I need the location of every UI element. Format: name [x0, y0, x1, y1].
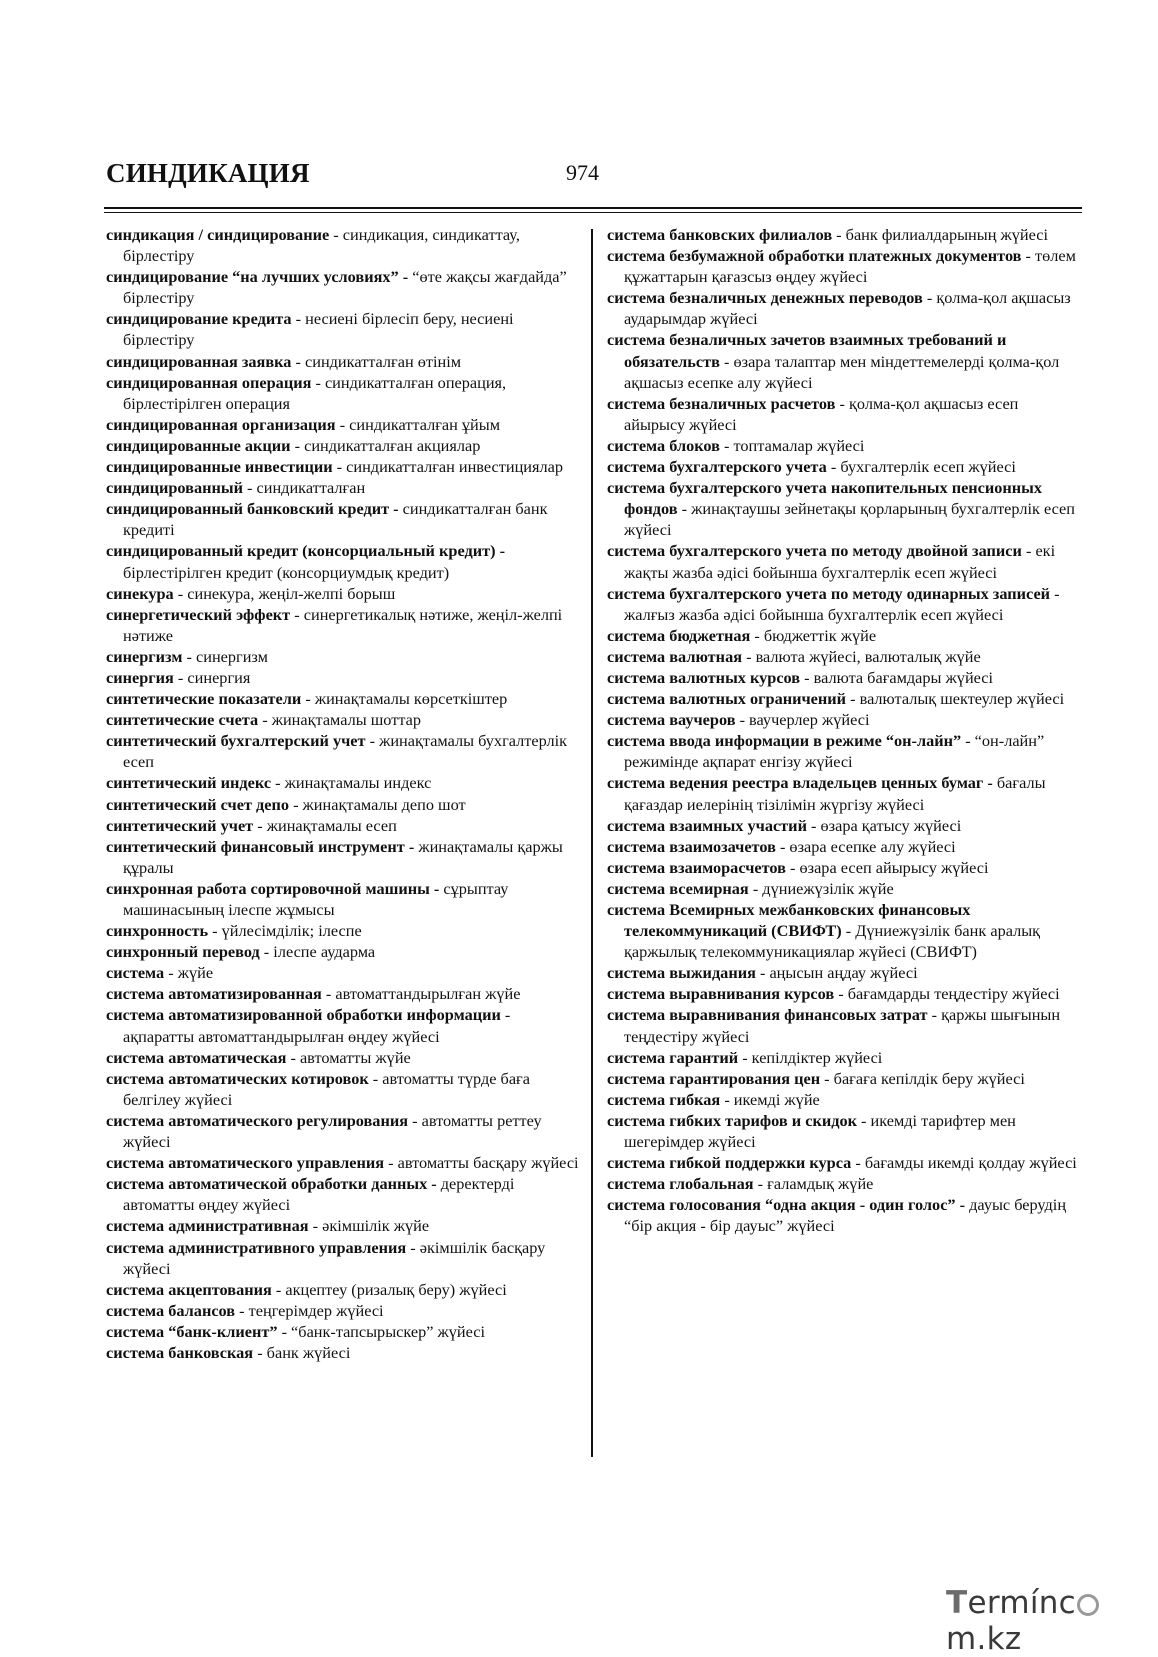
entry-term: система автоматического регулирования — [106, 1110, 409, 1130]
dictionary-entry — [106, 709, 584, 730]
entry-definition: - несиені бірлесіп беру, несиені бірлестіру — [123, 309, 514, 350]
entry-definition: - төлем құжаттарын қағазсыз өңдеу жүйесі — [624, 246, 1076, 287]
dictionary-entry — [106, 962, 584, 983]
dictionary-entry — [607, 329, 1082, 392]
entry-definition: - бағамдарды теңдестіру жүйесі — [834, 984, 1060, 1004]
page-number: 974 — [566, 160, 599, 185]
entry-term: система бухгалтерского учета — [607, 457, 827, 477]
entry-definition: - Дүниежүзілік банк аралық қаржылық телекоммуникациялар жүйесі (СВИФТ) — [624, 921, 1041, 962]
entry-definition: бірлестірілген кредит (консорциумдық кредит) — [123, 562, 450, 582]
page-header-title: СИНДИКАЦИЯ — [106, 158, 310, 188]
entry-definition: - валюталық шектеулер жүйесі — [846, 689, 1065, 709]
entry-term: система автоматизированная — [106, 984, 322, 1004]
dictionary-entry — [607, 667, 1082, 688]
entry-term: система ведения реестра владельцев ценных бумаг - — [607, 773, 993, 793]
entry-term: система гибкой поддержки курса — [607, 1153, 852, 1173]
entry-definition: - жинақтаушы зейнетақы қорларының бухгалтерлік есеп жүйесі — [624, 499, 1075, 540]
entry-definition: - бағаға кепілдік беру жүйесі — [820, 1068, 1025, 1088]
dictionary-entry — [607, 730, 1082, 772]
entry-term: синтетический бухгалтерский учет — [106, 731, 366, 751]
entry-term: синхронный перевод — [106, 942, 260, 962]
entry-term: система блоков — [607, 435, 720, 455]
entry-term: синдицированные акции — [106, 435, 291, 455]
entry-definition: - жинақтамалы көрсеткіштер — [301, 689, 508, 709]
entry-term: синдицированный — [106, 478, 243, 498]
entry-definition: - дүниежүзілік жүйе — [748, 878, 894, 898]
dictionary-entry — [106, 1047, 584, 1068]
dictionary-entry — [607, 815, 1082, 836]
entry-definition: - екі жақты жазба әдісі бойынша бухгалтерлік есеп жүйесі — [624, 541, 1056, 582]
entry-term: синергетический эффект — [106, 604, 291, 624]
entry-definition: - синдикация, синдикаттау, бірлестіру — [123, 225, 520, 266]
entry-definition: жинақтамалы қаржы құралы — [123, 836, 563, 877]
entry-term: система выжидания — [607, 963, 756, 983]
dictionary-entry — [607, 477, 1082, 540]
entry-term: синтетический индекс — [106, 773, 272, 793]
entry-definition: - автоматты түрде баға белгілеу жүйесі — [123, 1068, 530, 1109]
entry-definition: - жүйе — [164, 963, 214, 983]
dictionary-entry — [106, 266, 584, 308]
entry-term: система гарантирования цен — [607, 1068, 821, 1088]
dictionary-entry — [607, 857, 1082, 878]
dictionary-entry — [106, 772, 584, 793]
dictionary-entry — [106, 308, 584, 350]
entry-term: синтетические показатели — [106, 689, 302, 709]
entry-term: система валютная — [607, 646, 743, 666]
entry-term: система гарантий — [607, 1047, 739, 1067]
entry-term: синдицирование кредита — [106, 309, 292, 329]
entry-definition: - автоматты жүйе — [286, 1047, 411, 1067]
entry-definition: - топтамалар жүйесі — [719, 435, 865, 455]
entry-term: система акцептования — [106, 1279, 272, 1299]
entry-term: синдицированная операция — [106, 372, 312, 392]
dictionary-entry — [607, 1152, 1082, 1173]
entry-definition: - синдикатталған инвестициялар — [332, 457, 563, 477]
dictionary-entry — [607, 393, 1082, 435]
dictionary-entry — [607, 772, 1082, 814]
entry-definition: - үйлесімділік; ілеспе — [208, 921, 362, 941]
entry-term: система безналичных расчетов — [607, 393, 836, 413]
dictionary-entry — [607, 646, 1082, 667]
dictionary-entry — [106, 794, 584, 815]
entry-term: система всемирная — [607, 878, 749, 898]
entry-term: система ваучеров — [607, 710, 736, 730]
dictionary-entry — [607, 878, 1082, 899]
dictionary-entry — [106, 583, 584, 604]
dictionary-entry — [106, 688, 584, 709]
entry-term: синтетический финансовый инструмент - — [106, 836, 415, 856]
entry-definition: - банк жүйесі — [253, 1342, 351, 1362]
entry-term: система банковских филиалов — [607, 225, 833, 244]
entry-definition: - икемді тарифтер мен шегерімдер жүйесі — [624, 1110, 1016, 1152]
dictionary-entry — [106, 540, 584, 582]
dictionary-entry — [106, 1321, 584, 1342]
entry-definition: - жинақтамалы депо шот — [289, 794, 466, 814]
dictionary-entry — [106, 667, 584, 688]
entry-definition: - теңгерімдер жүйесі — [235, 1300, 384, 1320]
entry-definition: - синергия — [173, 667, 251, 687]
entry-term: синтетический учет — [106, 815, 254, 835]
entry-term: система автоматического управления — [106, 1153, 385, 1173]
entry-term: синдицированный банковский кредит - — [106, 499, 399, 519]
dictionary-entry — [106, 1068, 584, 1110]
dictionary-entry — [106, 224, 584, 266]
entry-term: система балансов — [106, 1300, 236, 1320]
dictionary-entry — [607, 1068, 1082, 1089]
entry-term: система безналичных зачетов взаимных требований и обязательств — [607, 330, 1007, 371]
entry-definition: - өзара есепке алу жүйесі — [775, 836, 956, 856]
dictionary-entry — [607, 709, 1082, 730]
entry-definition: - банк филиалдарының жүйесі — [832, 225, 1048, 244]
entry-definition: - автоматтандырылған жүйе — [321, 984, 521, 1004]
entry-term: система гибкая — [607, 1089, 721, 1109]
entry-term: синдицированная заявка — [106, 351, 292, 371]
dictionary-entry — [106, 1110, 584, 1152]
dictionary-entry — [607, 688, 1082, 709]
entry-term: система голосования “одна акция - один голос” - — [607, 1195, 966, 1215]
dictionary-entry — [607, 456, 1082, 477]
entry-definition: - валюта жүйесі, валюталық жүйе — [742, 646, 981, 666]
dictionary-entry — [106, 1004, 584, 1046]
dictionary-entry — [106, 1173, 584, 1215]
dictionary-entry — [106, 815, 584, 836]
entry-term: синтетические счета — [106, 710, 259, 730]
entry-term: синдицированные инвестиции — [106, 457, 333, 477]
entry-term: синдицированная организация — [106, 414, 336, 434]
dictionary-entry — [106, 1237, 584, 1279]
entry-definition: - жинақтамалы есеп — [253, 815, 397, 835]
dictionary-entry — [106, 836, 584, 878]
entry-definition: - бюджеттік жүйе — [750, 625, 877, 645]
dictionary-entry — [106, 604, 584, 646]
right-column — [607, 224, 1082, 1237]
entry-definition: - бухгалтерлік есеп жүйесі — [826, 457, 1016, 477]
entry-definition: - жинақтамалы индекс — [271, 773, 432, 793]
entry-term: синергизм — [106, 646, 183, 666]
entry-definition: - әкімшілік жүйе — [308, 1216, 430, 1236]
dictionary-entry — [607, 1110, 1082, 1152]
dictionary-entry — [607, 625, 1082, 646]
dictionary-entry — [607, 962, 1082, 983]
entry-definition: - “он-лайн” режимінде ақпарат енгізу жүйесі — [624, 731, 1045, 772]
dictionary-entry — [106, 1152, 584, 1173]
entry-definition: деректерді автоматты өңдеу жүйесі — [123, 1174, 515, 1215]
dictionary-entry — [106, 435, 584, 456]
entry-term: синхронная работа сортировочной машины - — [106, 878, 440, 898]
left-column — [106, 224, 584, 1363]
entry-definition: - кепілдіктер жүйесі — [738, 1047, 883, 1067]
dictionary-entry — [106, 1342, 584, 1363]
dictionary-entry — [106, 878, 584, 920]
dictionary-entry — [106, 372, 584, 414]
entry-term: синхронность — [106, 921, 209, 941]
entry-definition: - өзара қатысу жүйесі — [806, 815, 962, 835]
dictionary-entry — [607, 1004, 1082, 1046]
logo-domain: m.kz — [946, 1621, 1022, 1657]
dictionary-entry — [106, 498, 584, 540]
entry-term: система безбумажной обработки платежных документов — [607, 246, 1022, 266]
entry-term: система валютных ограничений — [607, 689, 847, 709]
dictionary-entry — [106, 730, 584, 772]
entry-term: синдицированный кредит (консорциальный кредит) - — [106, 541, 505, 561]
entry-term: система — [106, 963, 165, 983]
header-rule-thick — [104, 207, 1082, 209]
entry-term: система административная — [106, 1216, 309, 1236]
header-rule-thin — [104, 212, 1082, 213]
entry-term: система бюджетная — [607, 625, 751, 645]
entry-term: система взаимных участий — [607, 815, 807, 835]
entry-definition: - жалғыз жазба әдісі бойынша бухгалтерлік есеп жүйесі — [624, 583, 1060, 624]
entry-term: синдикация / синдицирование — [106, 225, 330, 244]
entry-definition: - синдикатталған ұйым — [335, 414, 501, 434]
dictionary-entry — [106, 983, 584, 1004]
dictionary-entry — [607, 224, 1082, 245]
entry-definition: - бағамды икемді қолдау жүйесі — [851, 1153, 1077, 1173]
entry-definition: - әкімшілік басқару жүйесі — [123, 1237, 546, 1278]
entry-term: система Всемирных межбанковских финансовых телекоммуникаций (СВИФТ) — [607, 900, 971, 941]
entry-definition: - синдикатталған — [242, 478, 366, 498]
entry-term: система автоматизированной обработки информации — [106, 1005, 501, 1025]
entry-definition: - синдикатталған өтінім — [291, 351, 462, 371]
entry-definition: - ваучерлер жүйесі — [735, 710, 870, 730]
dictionary-entry — [106, 646, 584, 667]
entry-definition: бағалы қағаздар иелерінің тізілімін жүргізу жүйесі — [624, 773, 1046, 814]
dictionary-entry — [607, 836, 1082, 857]
logo-text: ermínc — [967, 1585, 1077, 1621]
dictionary-entry — [106, 414, 584, 435]
entry-definition: - жинақтамалы шоттар — [258, 710, 422, 730]
dictionary-entry — [106, 1279, 584, 1300]
entry-term: система глобальная — [607, 1174, 754, 1194]
entry-term: система выравнивания курсов — [607, 984, 835, 1004]
entry-term: система бухгалтерского учета накопительных пенсионных фондов — [607, 478, 1043, 519]
entry-definition: - қолма-қол ақшасыз есеп айырысу жүйесі — [624, 393, 1019, 434]
entry-definition: “өте жақсы жағдайда” бірлестіру — [123, 267, 567, 308]
dictionary-entry — [607, 583, 1082, 625]
column-divider — [591, 229, 593, 1457]
entry-definition: дауыс берудің “бір акция - бір дауыс” жүйесі — [624, 1195, 1067, 1236]
dictionary-entry — [607, 245, 1082, 287]
entry-definition: - синергетикалық нәтиже, жеңіл-желпі нәтиже — [123, 604, 563, 645]
dictionary-entry — [607, 899, 1082, 962]
entry-term: система взаиморасчетов — [607, 857, 786, 877]
dictionary-entry — [106, 456, 584, 477]
entry-term: система безналичных денежных переводов — [607, 288, 923, 308]
entry-term: система автоматической обработки данных - — [106, 1174, 437, 1194]
dictionary-entry — [106, 477, 584, 498]
entry-definition: - қаржы шығынын теңдестіру жүйесі — [624, 1005, 1061, 1046]
dictionary-entry — [607, 1089, 1082, 1110]
entry-term: синдицирование “на лучших условиях” - — [106, 267, 409, 287]
dictionary-entry — [607, 1047, 1082, 1068]
entry-definition: синдикатталған банк кредиті — [123, 499, 548, 540]
logo-letter: T — [946, 1585, 968, 1621]
entry-term: система ввода информации в режиме “он-лайн” — [607, 731, 962, 751]
entry-definition: - қолма-қол ақшасыз аударымдар жүйесі — [624, 288, 1071, 329]
entry-term: система валютных курсов — [607, 667, 801, 687]
entry-definition: - өзара есеп айырысу жүйесі — [785, 857, 989, 877]
entry-term: система выравнивания финансовых затрат — [607, 1005, 928, 1025]
entry-term: синекура — [106, 583, 174, 603]
entry-definition: - ақпаратты автоматтандырылған өңдеу жүйесі — [123, 1005, 511, 1046]
entry-definition: - өзара талаптар мен міндеттемелерді қолма-қол ақшасыз есепке алу жүйесі — [624, 351, 1060, 392]
entry-term: синергия — [106, 667, 174, 687]
dictionary-entry — [106, 920, 584, 941]
entry-term: система взаимозачетов — [607, 836, 776, 856]
entry-definition: - ілеспе аударма — [259, 942, 376, 962]
dictionary-entry — [106, 351, 584, 372]
entry-definition: - синекура, жеңіл-желпі борыш — [173, 583, 396, 603]
entry-term: система гибких тарифов и скидок — [607, 1110, 857, 1130]
entry-term: система бухгалтерского учета по методу двойной записи — [607, 541, 1022, 561]
entry-definition: - “банк-тапсырыскер” жүйесі — [277, 1321, 486, 1341]
dictionary-entry — [607, 287, 1082, 329]
entry-definition: сұрыптау машинасының ілеспе жұмысы — [123, 878, 509, 919]
entry-definition: - ғаламдық жүйе — [753, 1174, 874, 1194]
dictionary-entry — [607, 540, 1082, 582]
entry-definition: - акцептеу (ризалық беру) жүйесі — [271, 1279, 507, 1299]
entry-definition: - синдикатталған операция, бірлестірілген операция — [123, 372, 507, 413]
entry-term: синтетический счет депо — [106, 794, 289, 814]
entry-definition: - валюта бағамдары жүйесі — [800, 667, 994, 687]
dictionary-entry — [106, 1300, 584, 1321]
dictionary-entry — [607, 983, 1082, 1004]
dictionary-entry — [106, 941, 584, 962]
termincom-logo — [946, 1585, 1150, 1657]
entry-term: система “банк-клиент” — [106, 1321, 278, 1341]
entry-term: система бухгалтерского учета по методу одинарных записей — [607, 583, 1051, 603]
dictionary-entry — [607, 1194, 1082, 1236]
entry-definition: - икемді жүйе — [720, 1089, 820, 1109]
entry-definition: - аңысын аңдау жүйесі — [755, 963, 918, 983]
entry-term: система автоматическая — [106, 1047, 287, 1067]
entry-definition: - автоматты реттеу жүйесі — [123, 1110, 542, 1152]
entry-definition: - автоматты басқару жүйесі — [384, 1153, 579, 1173]
entry-term: система автоматических котировок — [106, 1068, 369, 1088]
dictionary-entry — [106, 1215, 584, 1236]
logo-ring-icon — [1077, 1594, 1099, 1616]
dictionary-entry — [607, 1173, 1082, 1194]
entry-definition: - жинақтамалы бухгалтерлік есеп — [123, 731, 568, 772]
entry-definition: - синергизм — [182, 646, 268, 666]
dictionary-entry — [607, 435, 1082, 456]
entry-term: система банковская — [106, 1342, 254, 1362]
entry-definition: - синдикатталған акциялар — [290, 435, 481, 455]
entry-term: система административного управления — [106, 1237, 407, 1257]
